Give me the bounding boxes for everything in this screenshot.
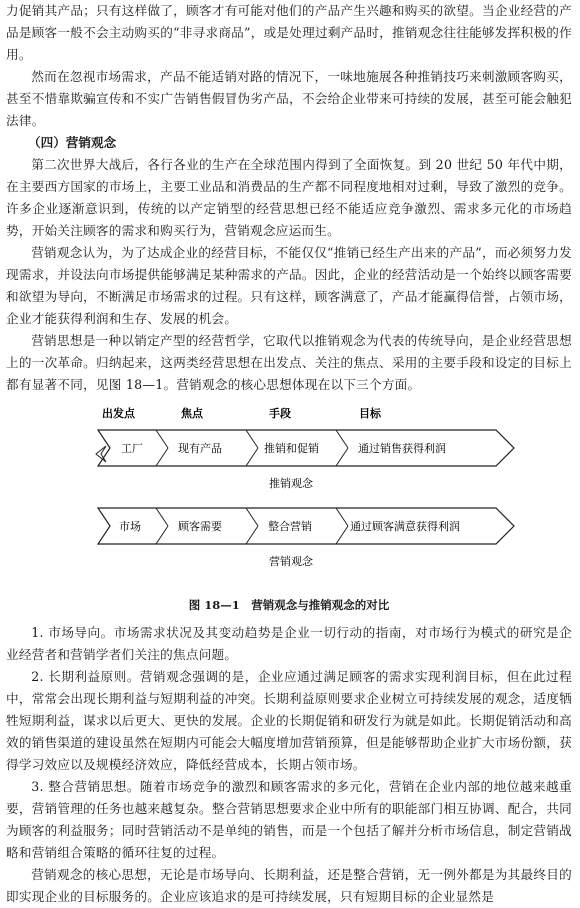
paragraph-marketing-concept: 营销观念认为，为了达成企业的经营目标，不能仅仅“推销已经生产出来的产品”，而必须努力发现需求，并设法向市场提供能够满足某种需求的产品。因此，企业的经营活动是一个始终以顾客需要和欲望为导向，不断满足市场需求的过程。只有这样，顾客满意了，产品才能赢得信誉，占领市场，企业才能获得利润和生存、发展的机会。 — [6, 245, 572, 326]
cell-profit-through-satisfaction: 通过顾客满意获得利润 — [350, 520, 460, 533]
figure-caption: 图 18—1 营销观念与推销观念的对比 — [188, 598, 390, 612]
paragraph-marketing-philosophy: 营销思想是一种以销定产型的经营哲学，它取代以推销观念为代表的传统导向，是企业经营思想上的一次革命。归纳起来，这两类经营思想在出发点、关注的焦点、采用的主要手段和设定的目标上都有显著不同，见图 18—1。营销观念的核心思想体现在以下三个方面。 — [6, 333, 572, 392]
cell-integrated-marketing: 整合营销 — [268, 520, 312, 533]
paragraph-continued: 力促销其产品；只有这样做了，顾客才有可能对他们的产品产生兴趣和购买的欲望。当企业经营的产品是顾客一般不会主动购买的“非寻求商品”，或是处理过剩产品时，推销观念往往能够发挥积极的作用。 — [6, 3, 572, 62]
paragraph-core-idea: 营销观念的核心思想，无论是市场导向、长期利益，还是整合营销，无一例外都是为其最终目的即实现企业的目标服务的。企业应该追求的是可持续发展，只有短期目标的企业显然是 — [6, 867, 572, 904]
figure-18-1 — [6, 402, 572, 594]
cell-selling-promotion: 推销和促销 — [264, 442, 319, 455]
cell-customer-needs: 顾客需要 — [178, 520, 222, 533]
paragraph-market-orientation: 1. 市场导向。市场需求状况及其变动趋势是企业一切行动的指南，对市场行为模式的研究是企业经营者和营销学者们关注的焦点问题。 — [6, 625, 572, 662]
cell-factory: 工厂 — [121, 442, 143, 455]
paragraph-integrated-marketing: 3. 整合营销思想。随着市场竞争的激烈和顾客需求的多元化，营销在企业内部的地位越来越重要，营销管理的任务也越来越复杂。整合营销思想要求企业中所有的职能部门相互协调、配合，共同为顾客的利益服务；同时营销活动不是单纯的销售，而是一个包括了解并分析市场信息，制定营销战略和营销组合策略的循环往复的过程。 — [6, 779, 572, 860]
label-selling-concept: 推销观念 — [269, 477, 313, 490]
selling-concept-row — [96, 430, 514, 490]
cell-profit-through-sales: 通过销售获得利润 — [358, 442, 446, 455]
document-page — [6, 0, 572, 908]
header-focus: 焦点 — [181, 407, 203, 420]
section-heading: （四）营销观念 — [28, 135, 117, 150]
comparison-diagram — [6, 402, 572, 594]
paragraph-long-term-benefit: 2. 长期利益原则。营销观念强调的是，企业应通过满足顾客的需求实现利润目标，但在此过程中，常常会出现长期利益与短期利益的冲突。长期利益原则要求企业树立可持续发展的观念，适度牺牲短期利益，谋求以后更大、更快的发展。企业的长期促销和研发行为就是如此。长期促销活动和高效的销售渠道的建设虽然在短期内可能会大幅度增加营销预算，但是能够帮助企业扩大市场份额，获得学习效应以及规模经济效应，降低经营成本，长期占领市场。 — [6, 669, 572, 772]
paragraph-postwar: 第二次世界大战后，各行各业的生产在全球范围内得到了全面恢复。到 20 世纪 50 年代中期，在主要西方国家的市场上，主要工业品和消费品的生产都不同程度地相对过剩，导致了激烈的竞争。许多企业逐渐意识到，传统的以产定销型的经营思想已经不能适应竞争激烈、需求多元化的市场趋势，开始关注顾客的需求和购买行为，营销观念应运而生。 — [6, 157, 572, 238]
marketing-concept-row — [98, 508, 514, 568]
label-marketing-concept: 营销观念 — [269, 555, 313, 568]
header-goal: 目标 — [359, 407, 381, 420]
header-starting-point: 出发点 — [102, 407, 135, 420]
paragraph-ignoring-demand: 然而在忽视市场需求，产品不能适销对路的情况下，一味地施展各种推销技巧来刺激顾客购买，甚至不惜靠欺骗宣传和不实广告销售假冒伪劣产品，不会给企业带来可持续的发展，甚至可能会触犯法律。 — [6, 69, 572, 128]
cell-existing-products: 现有产品 — [178, 442, 222, 455]
cell-market: 市场 — [119, 520, 141, 533]
header-means: 手段 — [269, 407, 291, 420]
